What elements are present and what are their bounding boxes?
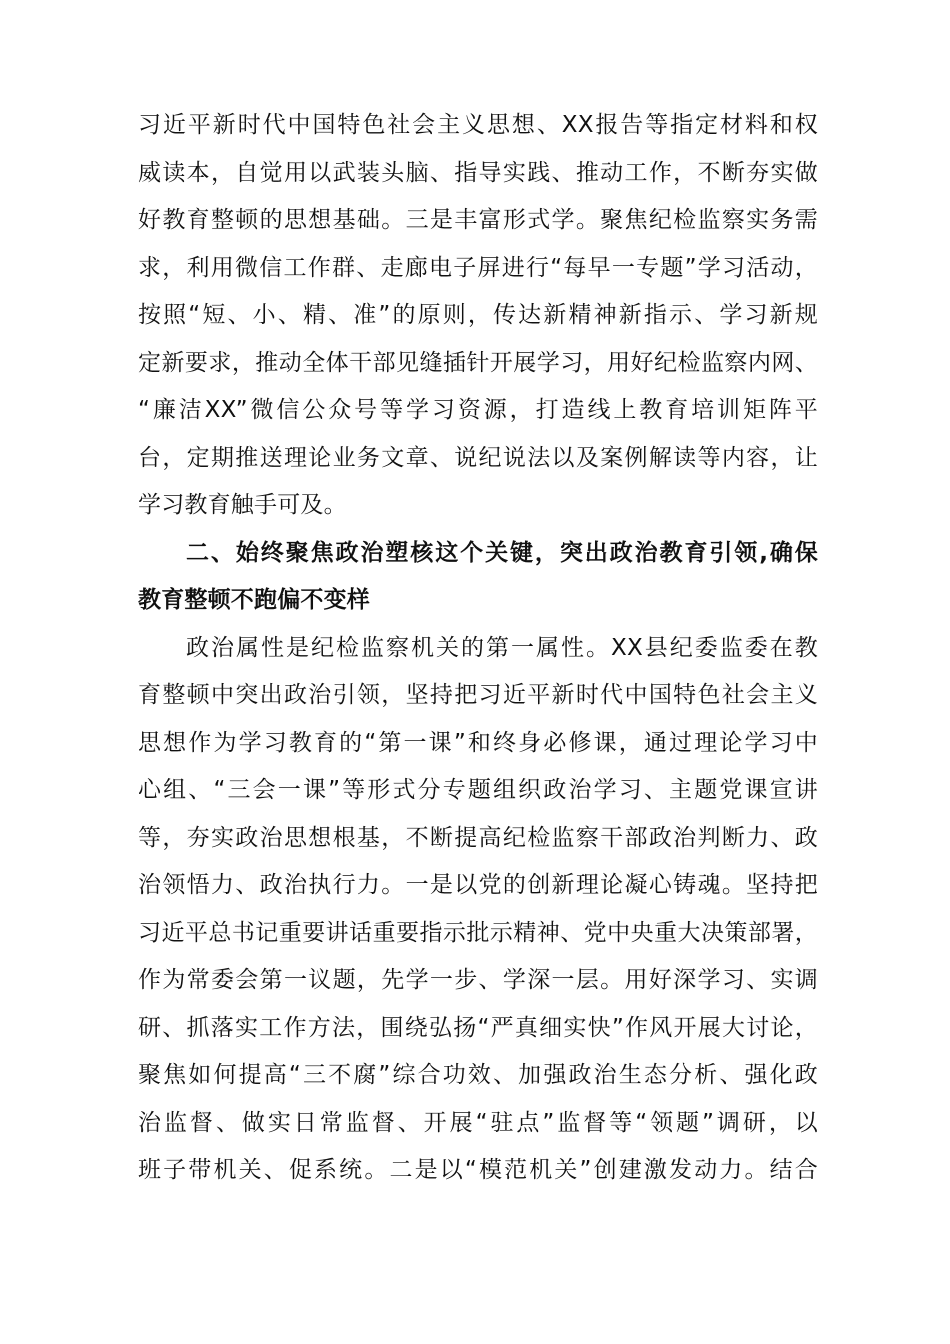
paragraph-study-forms [138, 102, 818, 530]
text-line: 求，利用微信工作群、走廊电子屏进行“每早一专题”学习活动， [138, 254, 818, 281]
text-line: 研、抓落实工作方法，围绕弘扬“严真细实快”作风开展大讨论， [138, 1014, 818, 1041]
text-line: 聚焦如何提高“三不腐”综合功效、加强政治生态分析、强化政 [138, 1062, 818, 1088]
text-line: 思想作为学习教育的“第一课”和终身必修课，通过理论学习中 [138, 729, 818, 756]
text-line: 心组、“三会一课”等形式分专题组织政治学习、主题党课宣讲 [138, 777, 818, 803]
text-line: 作为常委会第一议题，先学一步、学深一层。用好深学习、实调 [138, 967, 818, 993]
text-line: 习近平总书记重要讲话重要指示批示精神、党中央重大决策部署， [138, 919, 818, 946]
document-body [138, 102, 818, 1195]
text-line: 治监督、做实日常监督、开展“驻点”监督等“领题”调研，以 [138, 1109, 818, 1136]
text-line: “廉洁XX”微信公众号等学习资源，打造线上教育培训矩阵平 [138, 397, 818, 423]
text-line: 等，夯实政治思想根基，不断提高纪检监察干部政治判断力、政 [138, 824, 818, 851]
text-line: 班子带机关、促系统。二是以“模范机关”创建激发动力。结合 [138, 1157, 818, 1183]
text-line: 定新要求，推动全体干部见缝插针开展学习，用好纪检监察内网、 [138, 349, 818, 376]
text-line: 治领悟力、政治执行力。一是以党的创新理论凝心铸魂。坚持把 [138, 872, 818, 898]
paragraph-political-education [138, 625, 818, 1195]
text-line: 政治属性是纪检监察机关的第一属性。XX县纪委监委在教 [186, 634, 818, 661]
text-line: 威读本，自觉用以武装头脑、指导实践、推动工作，不断夯实做 [138, 159, 818, 186]
text-line: 习近平新时代中国特色社会主义思想、XX报告等指定材料和权 [138, 112, 818, 138]
section-heading [138, 530, 818, 625]
text-line: 台，定期推送理论业务文章、说纪说法以及案例解读等内容，让 [138, 444, 818, 471]
text-line: 学习教育触手可及。 [138, 492, 347, 518]
text-line: 按照“短、小、精、准”的原则，传达新精神新指示、学习新规 [138, 302, 818, 328]
text-line: 好教育整顿的思想基础。三是丰富形式学。聚焦纪检监察实务需 [138, 207, 818, 233]
heading-line: 二、始终聚焦政治塑核这个关键，突出政治教育引领,确保 [186, 539, 818, 566]
text-line: 育整顿中突出政治引领，坚持把习近平新时代中国特色社会主义 [138, 682, 818, 708]
heading-line: 教育整顿不跑偏不变样 [138, 587, 370, 613]
